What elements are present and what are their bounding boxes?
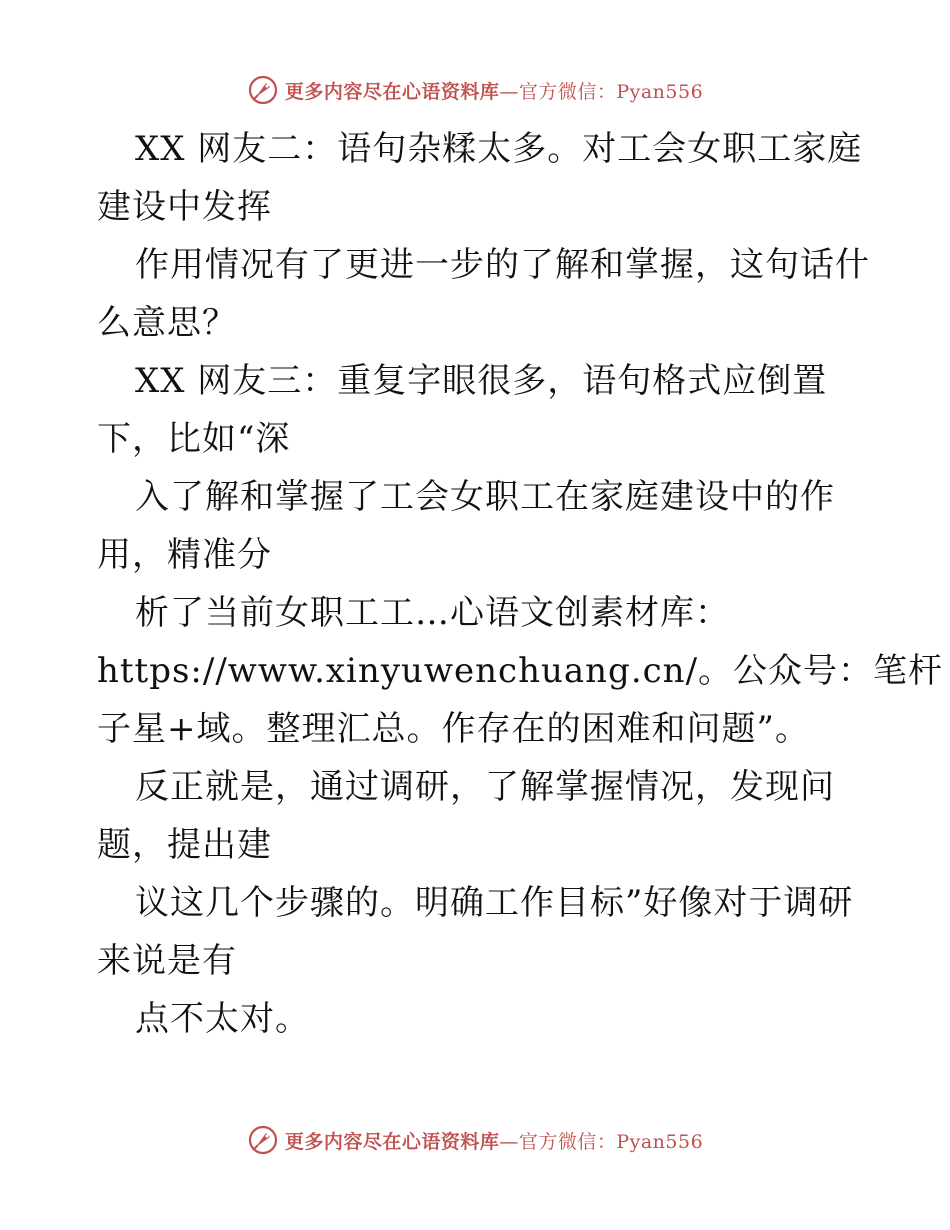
header-brand	[247, 74, 703, 106]
text-line-2: 建设中发挥	[97, 187, 272, 227]
text-line-9: 析了当前女职工工…心语文创素材库：	[135, 593, 730, 633]
text-line-8: 用，精准分	[97, 535, 272, 575]
text-line-7: 入了解和掌握了工会女职工在家庭建设中的作	[135, 477, 835, 517]
text-line-1: XX 网友二：语句杂糅太多。对工会女职工家庭	[135, 129, 863, 169]
header-brand-name: 更多内容尽在心语资料库	[284, 80, 500, 103]
text-line-16: 点不太对。	[135, 999, 310, 1039]
page-footer-watermark	[0, 1120, 950, 1160]
text-line-15: 来说是有	[97, 941, 237, 981]
text-line-3: 作用情况有了更进一步的了解和掌握，这句话什	[135, 245, 870, 285]
text-line-11: 子星+域。整理汇总。作存在的困难和问题”。	[97, 709, 810, 749]
footer-brand-text	[285, 1127, 703, 1154]
text-line-12: 反正就是，通过调研，了解掌握情况，发现问	[135, 767, 835, 807]
text-line-5: XX 网友三：重复字眼很多，语句格式应倒置	[135, 361, 828, 401]
page-header-watermark	[0, 70, 950, 110]
pen-nib-logo-icon	[247, 1124, 279, 1156]
header-dash: —	[499, 80, 519, 103]
document-body	[97, 120, 944, 1048]
footer-brand	[247, 1124, 703, 1156]
footer-brand-name: 更多内容尽在心语资料库	[284, 1130, 500, 1153]
text-line-4: 么意思？	[97, 303, 237, 343]
header-brand-text	[285, 77, 703, 104]
pen-nib-logo-icon	[247, 74, 279, 106]
text-line-13: 题，提出建	[97, 825, 272, 865]
text-line-14: 议这几个步骤的。明确工作目标”好像对于调研	[135, 883, 854, 923]
text-line-10: https://www.xinyuwenchuang.cn/。公众号：笔杆	[97, 651, 944, 691]
footer-dash: —	[499, 1130, 519, 1153]
footer-wechat: 官方微信：Pyan556	[518, 1130, 704, 1153]
header-wechat: 官方微信：Pyan556	[518, 80, 704, 103]
text-line-6: 下，比如“深	[97, 419, 291, 459]
